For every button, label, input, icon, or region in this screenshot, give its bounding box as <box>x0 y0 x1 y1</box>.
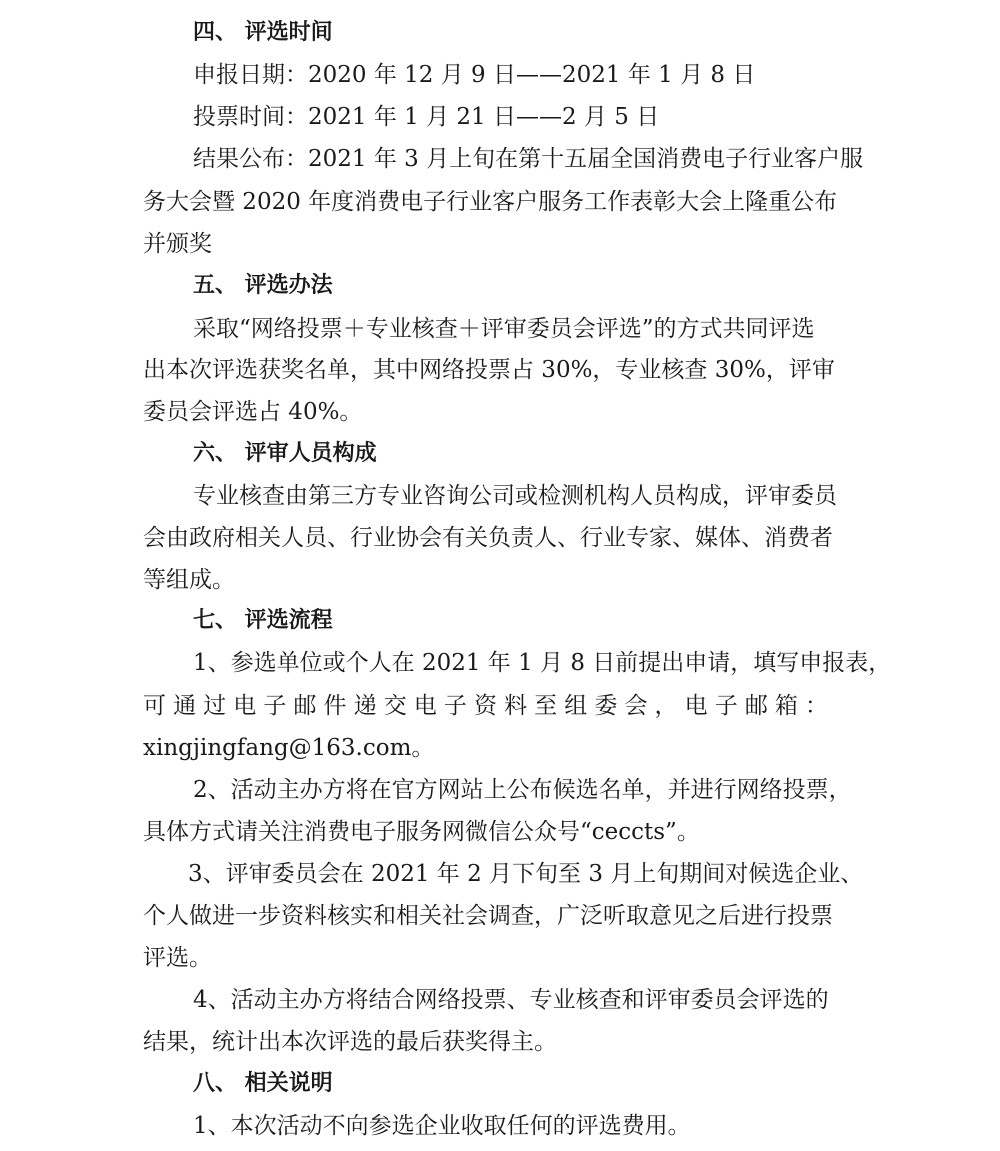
apply-date-line: 申报日期：2020 年 12 月 9 日——2021 年 1 月 8 日 <box>193 62 756 88</box>
section-5-heading: 五、 评选办法 <box>193 273 333 298</box>
process-item-3-line-2: 个人做进一步资料核实和相关社会调查，广泛听取意见之后进行投票 <box>143 903 833 929</box>
method-line-1: 采取“网络投票＋专业核查＋评审委员会评选”的方式共同评选 <box>193 316 815 342</box>
process-item-1-line-2: 可通过电子邮件递交电子资料至组委会，电子邮箱： <box>143 693 828 719</box>
process-item-3-line-1: 3、评审委员会在 2021 年 2 月下旬至 3 月上旬期间对候选企业、 <box>188 861 864 887</box>
process-item-4-line-1: 4、活动主办方将结合网络投票、专业核查和评审委员会评选的 <box>193 987 829 1013</box>
composition-line-1: 专业核查由第三方专业咨询公司或检测机构人员构成，评审委员 <box>193 483 837 509</box>
result-line-2: 务大会暨 2020 年度消费电子行业客户服务工作表彰大会上隆重公布 <box>143 189 838 215</box>
composition-line-2: 会由政府相关人员、行业协会有关负责人、行业专家、媒体、消费者 <box>143 525 833 551</box>
method-line-2: 出本次评选获奖名单，其中网络投票占 30%，专业核查 30%，评审 <box>143 357 835 383</box>
vote-time-line: 投票时间：2021 年 1 月 21 日——2 月 5 日 <box>193 104 660 130</box>
section-6-heading: 六、 评审人员构成 <box>193 441 377 466</box>
section-4-heading: 四、 评选时间 <box>193 20 333 45</box>
process-item-2-line-1: 2、活动主办方将在官方网站上公布候选名单，并进行网络投票， <box>193 777 852 803</box>
process-item-4-line-2: 结果，统计出本次评选的最后获奖得主。 <box>143 1029 557 1055</box>
result-line-1: 结果公布：2021 年 3 月上旬在第十五届全国消费电子行业客户服 <box>193 146 864 172</box>
section-7-heading: 七、 评选流程 <box>193 608 333 633</box>
email-address: xingjingfang@163.com。 <box>143 735 435 761</box>
composition-line-3: 等组成。 <box>143 567 235 593</box>
process-item-3-line-3: 评选。 <box>143 945 212 971</box>
method-line-3: 委员会评选占 40%。 <box>143 399 363 425</box>
process-item-1-line-1: 1、参选单位或个人在 2021 年 1 月 8 日前提出申请，填写申报表， <box>193 650 892 676</box>
process-item-2-line-2: 具体方式请关注消费电子服务网微信公众号“ceccts”。 <box>143 819 700 845</box>
note-item-1: 1、本次活动不向参选企业收取任何的评选费用。 <box>193 1113 691 1139</box>
section-8-heading: 八、 相关说明 <box>193 1071 333 1096</box>
result-line-3: 并颁奖 <box>143 231 212 257</box>
